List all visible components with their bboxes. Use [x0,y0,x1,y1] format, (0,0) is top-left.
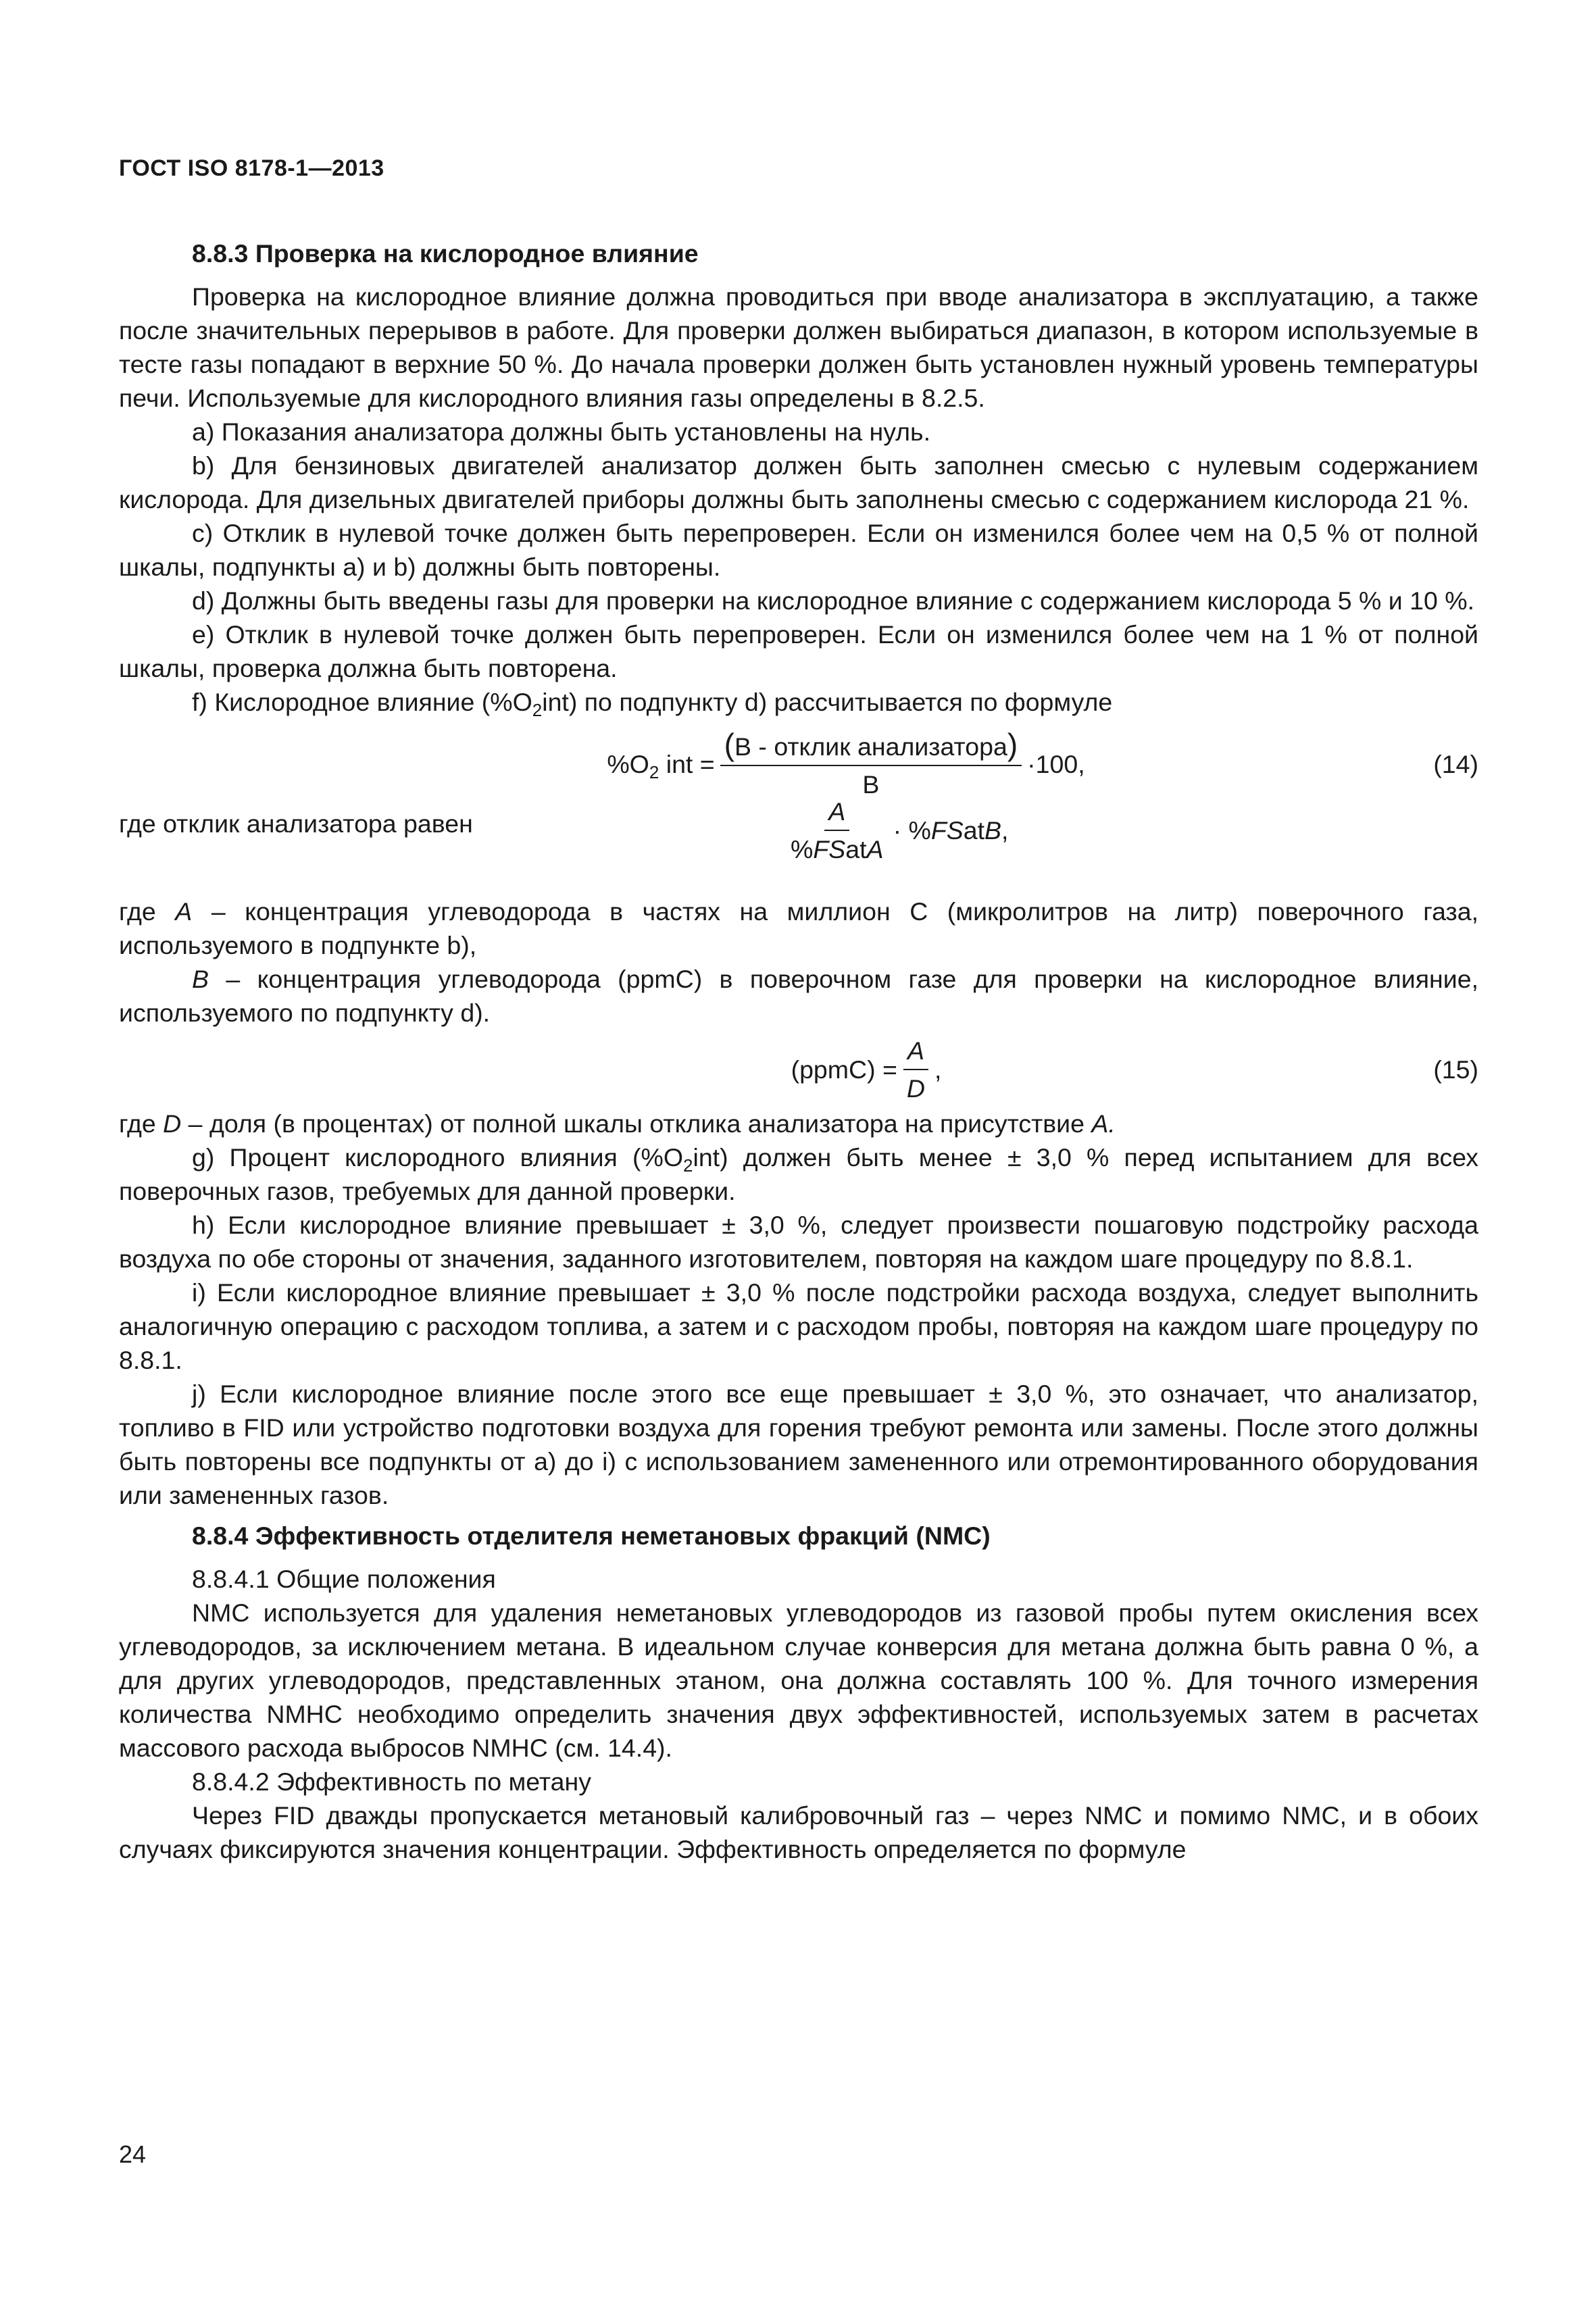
paragraph: Проверка на кислородное влияние должна проводиться при вводе анализатора в эксплуатацию, а также после значительных перерывов в работе. Для проверки должен выбираться диапазон, в котором используемые в тесте газы попадают в верхние 50 %. До начала проверки должен быть установлен нужный уровень температуры печи. Используемые для кислородного влияния газы определены в 8.2.5. [119,282,1478,412]
formula-lhs [607,747,714,781]
list-item-g [119,1140,1478,1208]
formula-15 [119,1032,1478,1107]
list-item-c: c) Отклик в нулевой точке должен быть перепроверен. Если он изменился более чем на 0,5 % от полной шкалы, подпункты a) и b) должны быть повторены. [119,519,1478,581]
formula-number: (15) [1433,1055,1478,1084]
text: f) Кислородное влияние (%O [192,688,532,716]
text: · % [893,816,931,845]
text: D [906,1074,925,1103]
text: at [845,835,867,863]
text: % [791,835,814,863]
text: int) должен быть менее ± 3,0 % перед испытанием для всех поверочных газов, требуемых для данной проверки. [119,1143,1479,1205]
text: A [907,1036,924,1065]
formula-tail: ·100, [1027,750,1085,778]
formula-tail [893,813,1009,847]
subscript: 2 [683,1155,693,1176]
formula-number: (14) [1433,750,1478,778]
text: A. [1091,1109,1116,1138]
text: – концентрация углеводорода в частях на миллион С (микролитров на литр) поверочного газа, используемого в подпункте b), [119,897,1478,959]
text: D [163,1109,182,1138]
paragraph: Через FID дважды пропускается метановый калибровочный газ – через NMC и помимо NMC, и в обоих случаях фиксируются значения концентрации. Эффективность определяется по формуле [119,1801,1478,1863]
formula-lhs: (ppmC) = [791,1055,897,1084]
subsection-8-8-4-1: 8.8.4.1 Общие положения [192,1565,496,1593]
text: g) Процент кислородного влияния (%O [192,1143,684,1172]
fraction-denominator: В [862,770,880,799]
fraction [720,728,1022,801]
text: – концентрация углеводорода (ppmC) в поверочном газе для проверки на кислородное влияние, используемого по подпункту d). [119,965,1478,1027]
formula-response-row [119,797,1478,895]
where-b [119,962,1478,1030]
page-content [119,230,1478,1866]
fraction-numerator [903,1034,928,1070]
where-label: где отклик анализатора равен [119,809,473,838]
text: B [192,965,209,993]
list-item-i: i) Если кислородное влияние превышает ± 3,0 % после подстройки расхода воздуха, следует выполнить аналогичную операцию с расходом топлива, а затем и с расходом пробы, повторяя на каждом шаге процедуру по 8.8.1. [119,1278,1478,1374]
text: A [175,897,193,926]
section-title-8-8-4: 8.8.4 Эффективность отделителя неметановых фракций (NMC) [192,1521,991,1550]
section-title-8-8-3: 8.8.3 Проверка на кислородное влияние [192,239,699,268]
text: B [984,816,1002,845]
text: %O [607,750,649,778]
text: A [828,797,846,826]
subscript: 2 [649,762,659,782]
formula-14 [119,727,1478,801]
list-item-b: b) Для бензиновых двигателей анализатор должен быть заполнен смесью с нулевым содержанием кислорода. Для дизельных двигателей приборы должны быть заполнены смесью с содержанием кислорода 21 %. [119,451,1478,513]
subsection-8-8-4-2: 8.8.4.2 Эффективность по метану [192,1767,591,1796]
text: FS [813,835,846,863]
page-number: 24 [119,2140,147,2168]
text: , [1001,816,1009,845]
text: где [119,1109,164,1138]
document-header: ГОСТ ISO 8178-1—2013 [119,155,384,181]
list-item-h: h) Если кислородное влияние превышает ± 3,0 %, следует произвести пошаговую подстройку расхода воздуха по обе стороны от значения, заданного изготовителем, повторяя на каждом шаге процедуру по 8.8.1. [119,1211,1478,1273]
list-item-a: a) Показания анализатора должны быть установлены на нуль. [192,418,930,446]
text: int) по подпункту d) рассчитывается по формуле [542,688,1113,716]
text: at [963,816,985,845]
list-item-j: j) Если кислородное влияние после этого все еще превышает ± 3,0 %, это означает, что анализатор, топливо в FID или устройство подготовки воздуха для горения требуют ремонта или замены. После этого должны быть повторены все подпункты от a) до i) с использованием замененного или отремонтированного оборудования или замененных газов. [119,1380,1478,1509]
fraction-denominator [787,831,888,866]
text: В - отклик анализатора [734,732,1007,761]
text: A [866,835,884,863]
formula-tail: , [934,1055,942,1084]
list-item-f [119,685,1478,719]
list-item-e: e) Отклик в нулевой точке должен быть перепроверен. Если он изменился более чем на 1 % от полной шкалы, проверка должна быть повторена. [119,620,1478,682]
fraction-numerator: (В - отклик анализатора) [720,728,1022,766]
list-item-d: d) Должны быть введены газы для проверки на кислородное влияние с содержанием кислорода 5 % и 10 %. [192,586,1475,615]
where-a: где A – концентрация углеводорода в частях на миллион С (микролитров на литр) поверочного газа, используемого в подпункте b), [119,897,1478,959]
fraction [903,1034,929,1105]
fraction-denominator [903,1070,929,1105]
text: int = [659,750,715,778]
subscript: 2 [532,700,543,720]
text: FS [930,816,964,845]
where-d [119,1107,1478,1140]
paragraph: NMC используется для удаления неметановых углеводородов из газовой пробы путем окисления всех углеводородов, за исключением метана. В идеальном случае конверсия для метана должна быть равна 0 %, а для других углеводородов, представленных этаном, она должна составлять 100 %. Для точного измерения количества NMHC необходимо определить значения двух эффективностей, используемых затем в расчетах массового расхода выбросов NMHC (см. 14.4). [119,1599,1478,1762]
text: – доля (в процентах) от полной шкалы отклика анализатора на присутствие [181,1109,1092,1138]
fraction [787,795,888,866]
